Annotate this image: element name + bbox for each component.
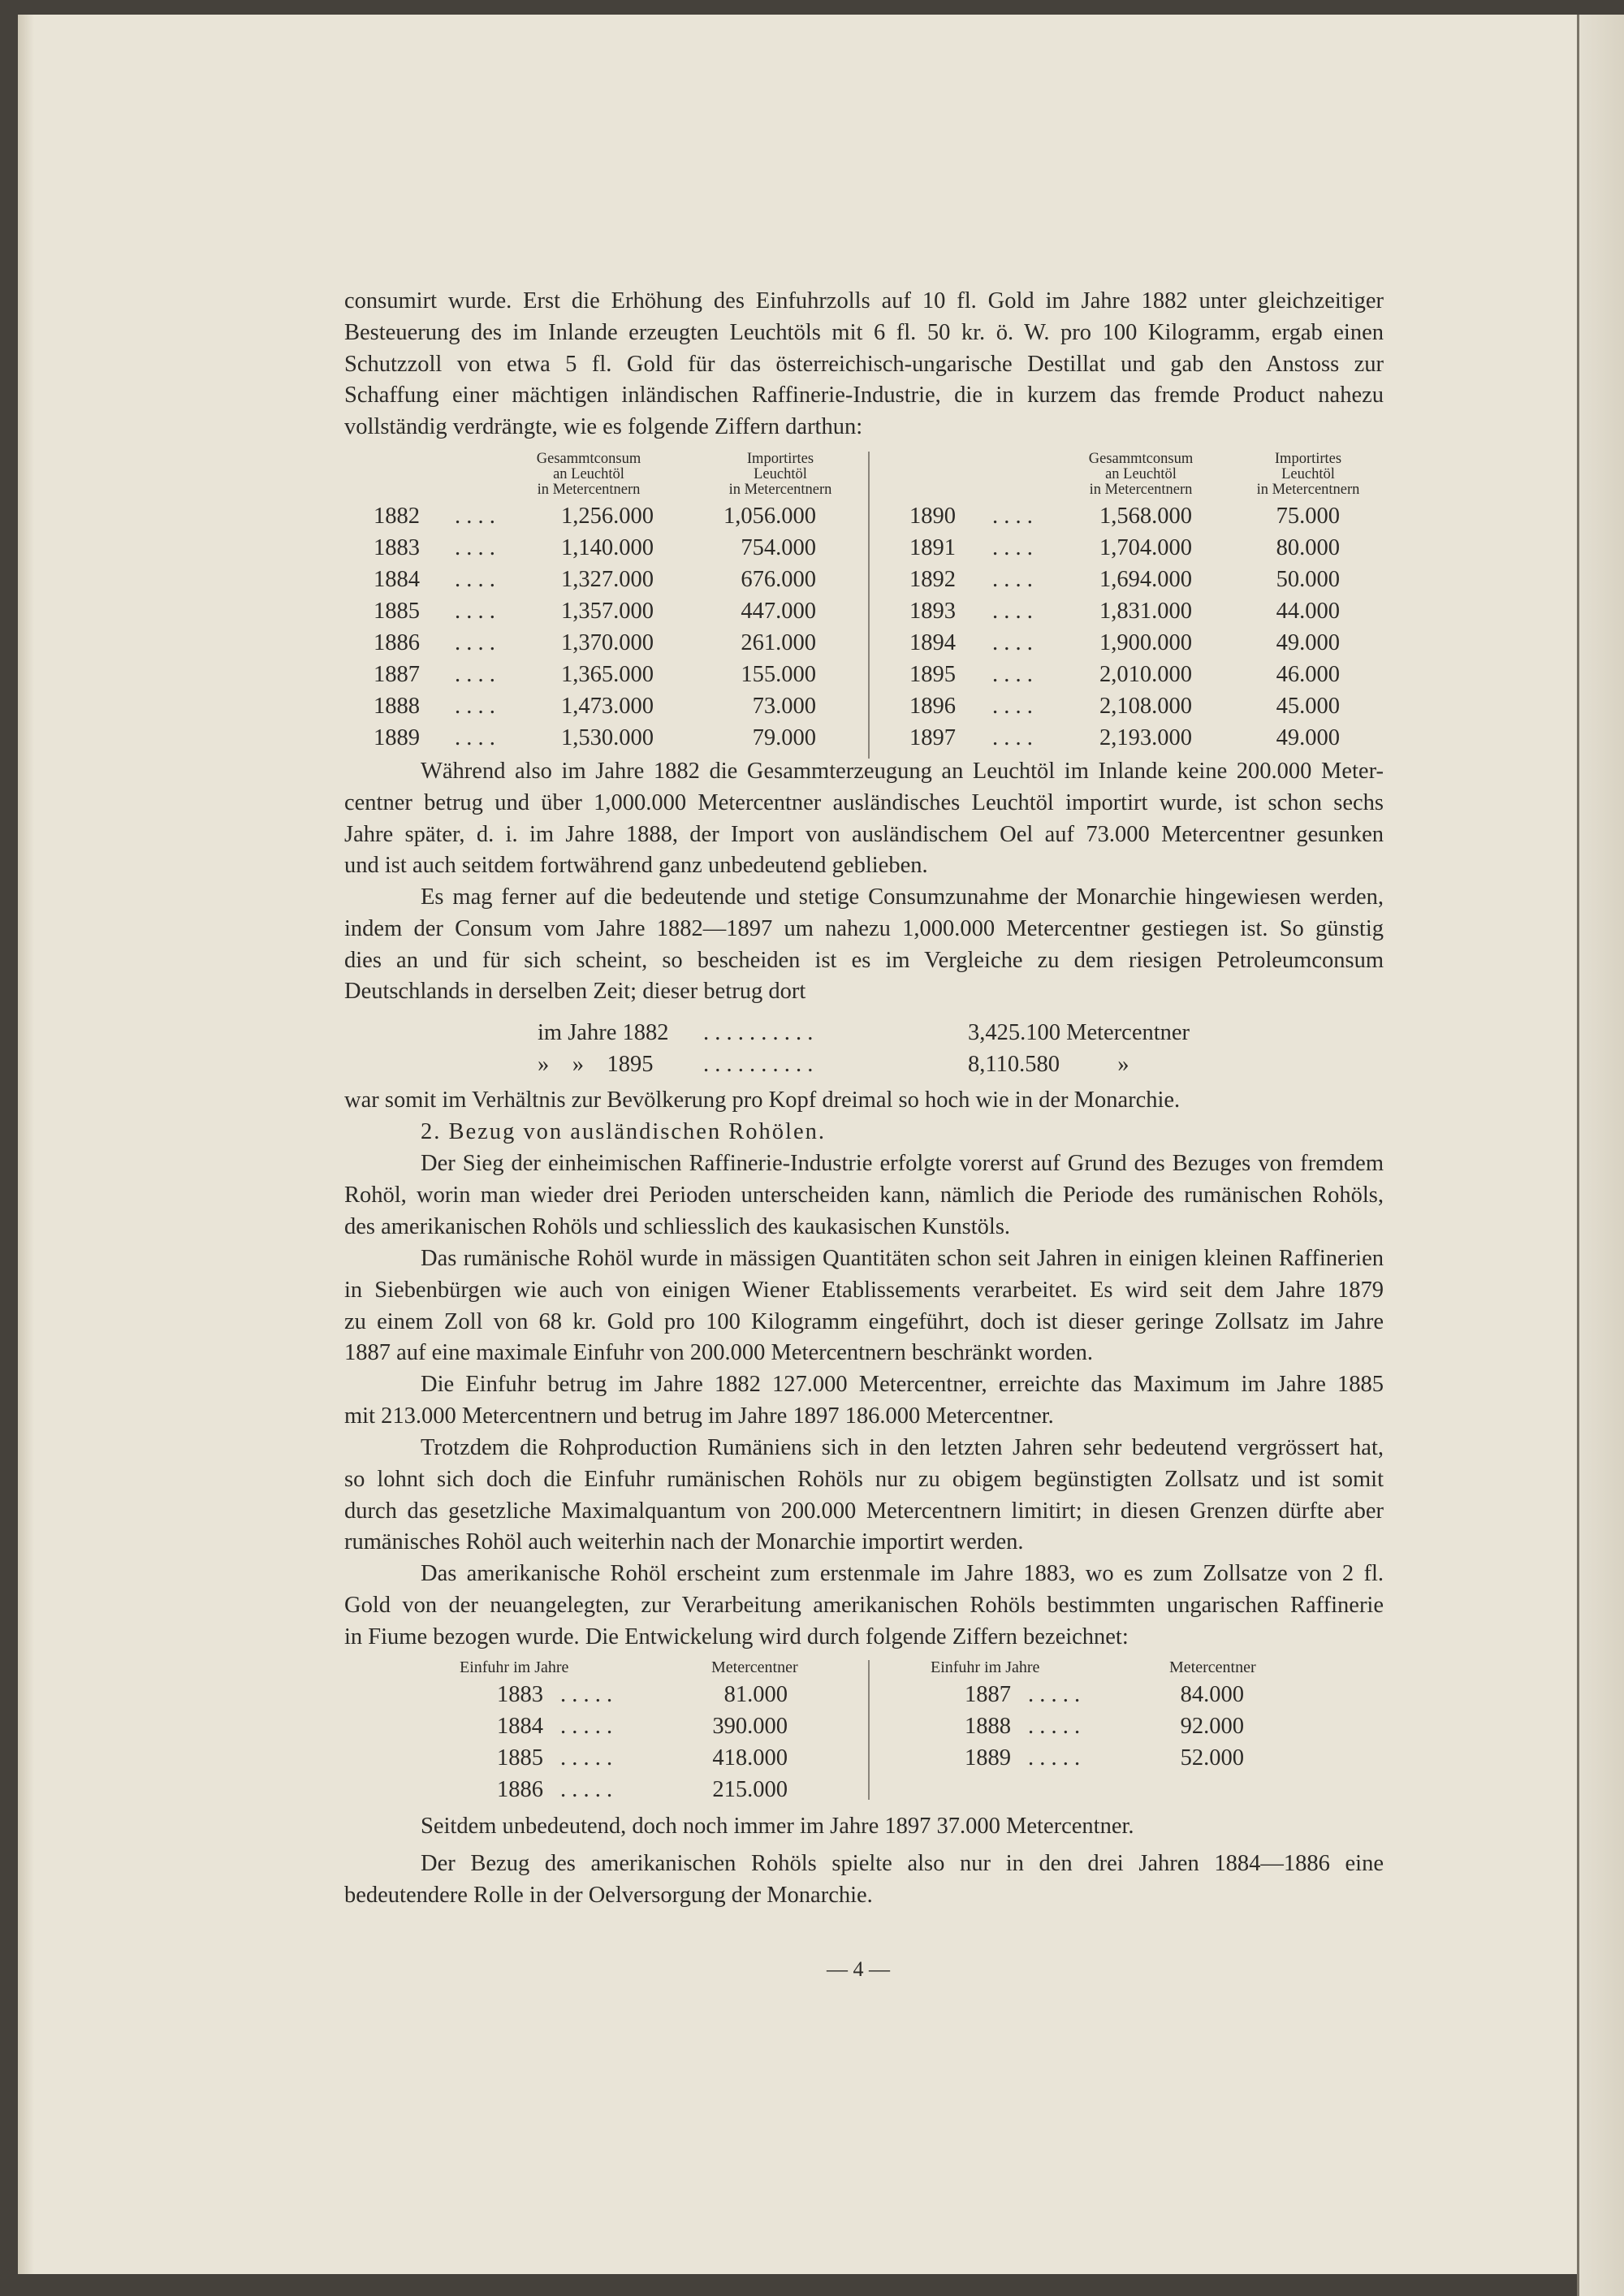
table-consumption-value: 2,193.000 xyxy=(1099,725,1192,750)
text-line: consumirt wurde. Erst die Erhöhung des Einfuhrzolls auf 10 fl. Gold im Jahre 1882 unter gleichzeitiger xyxy=(344,288,1384,313)
text-line: indem der Consum vom Jahre 1882—1897 um nahezu 1,000.000 Metercentner gestiegen ist. So günstig xyxy=(344,915,1384,941)
leader-dots: . . . . xyxy=(992,504,1033,529)
text-line: Rohöl, worin man wieder drei Perioden unterscheiden kann, nämlich die Periode des rumänischen Rohöls, xyxy=(344,1182,1384,1208)
next-page-edge xyxy=(1577,15,1624,2296)
table-consumption-value: 1,900.000 xyxy=(1099,630,1192,655)
table-consumption-value: 1,530.000 xyxy=(561,725,654,750)
table-year: 1888 xyxy=(965,1714,1011,1739)
table-imported-value: 754.000 xyxy=(741,535,816,560)
text-line: Schaffung einer mächtigen inländischen Raffinerie-Industrie, die in kurzem das fremde Product nahezu xyxy=(344,383,1384,409)
table-imported-value: 44.000 xyxy=(1276,599,1340,624)
text-line: Jahre später, d. i. im Jahre 1888, der Import von ausländischem Oel auf 73.000 Metercentner gesunken xyxy=(344,821,1384,847)
leader-dots: . . . . . xyxy=(1028,1682,1081,1707)
table-imported-value: 46.000 xyxy=(1276,662,1340,687)
text-line: Trotzdem die Rohproduction Rumäniens sich in den letzten Jahren sehr bedeutend vergrössert hat, xyxy=(421,1435,1384,1460)
table-value: 84.000 xyxy=(1180,1682,1244,1707)
table-consumption-value: 1,473.000 xyxy=(561,694,654,719)
germany-value: 8,110.580 » xyxy=(968,1052,1129,1077)
page-binding-edge xyxy=(18,15,34,2274)
leader-dots: . . . . . xyxy=(1028,1745,1081,1771)
text-line: Schutzzoll von etwa 5 fl. Gold für das österreichisch-ungarische Destillat und gab den Anstoss zur xyxy=(344,351,1384,377)
leader-dots: . . . . . . . . . . xyxy=(703,1020,814,1045)
table-value: 81.000 xyxy=(723,1682,788,1707)
text-line: rumänisches Rohöl auch weiterhin nach der Monarchie importirt werden. xyxy=(344,1529,1024,1555)
column-header-year: Einfuhr im Jahre xyxy=(460,1658,569,1676)
table-consumption-value: 1,694.000 xyxy=(1099,567,1192,592)
table-imported-value: 75.000 xyxy=(1276,504,1340,529)
paragraph-amerikanisch xyxy=(344,1559,1384,1653)
text-line: mit 213.000 Metercentnern und betrug im Jahre 1897 186.000 Metercentner. xyxy=(344,1403,1054,1429)
table-imported-value: 261.000 xyxy=(741,630,816,655)
paragraph-sieg xyxy=(344,1148,1384,1243)
text-line: Die Einfuhr betrug im Jahre 1882 127.000 Metercentner, erreichte das Maximum im Jahre 1885 xyxy=(421,1372,1384,1397)
text-line: durch das gesetzliche Maximalquantum von 200.000 Metercentnern limitirt; in diesen Grenzen dürfte aber xyxy=(344,1498,1384,1524)
leader-dots: . . . . xyxy=(992,567,1033,592)
table-consumption-value: 2,010.000 xyxy=(1099,662,1192,687)
paragraph-waehrend xyxy=(344,756,1384,882)
table-consumption-value: 1,704.000 xyxy=(1099,535,1192,560)
table-year: 1884 xyxy=(497,1714,543,1739)
leader-dots: . . . . xyxy=(992,535,1033,560)
paragraph-rumaenisch xyxy=(344,1243,1384,1369)
table-year: 1890 xyxy=(909,504,956,529)
table-imported-value: 447.000 xyxy=(741,599,816,624)
text-line: in Fiume bezogen wurde. Die Entwickelung wird durch folgende Ziffern bezeichnet: xyxy=(344,1624,1129,1650)
table-imported-value: 45.000 xyxy=(1276,694,1340,719)
text-line: Besteuerung des im Inlande erzeugten Leuchtöls mit 6 fl. 50 kr. ö. W. pro 100 Kilogramm, ergab einen xyxy=(344,319,1384,345)
table-year: 1883 xyxy=(497,1682,543,1707)
text-line: des amerikanischen Rohöls und schliesslich des kaukasischen Kunstöls. xyxy=(344,1213,1011,1239)
paragraph-somit xyxy=(344,1085,1384,1117)
text-line: Seitdem unbedeutend, doch noch immer im Jahre 1897 37.000 Metercentner. xyxy=(421,1814,1134,1839)
table-year: 1891 xyxy=(909,535,956,560)
column-header-year: Einfuhr im Jahre xyxy=(931,1658,1040,1676)
table-year: 1888 xyxy=(374,694,420,719)
paragraph-intro xyxy=(344,286,1384,443)
leader-dots: . . . . xyxy=(992,599,1033,624)
table-year: 1882 xyxy=(374,504,420,529)
paragraph-schluss xyxy=(344,1848,1384,1912)
leader-dots: . . . . xyxy=(455,599,495,624)
table-imported-value: 79.000 xyxy=(752,725,816,750)
leader-dots: . . . . . . . . . . xyxy=(703,1052,814,1077)
leader-dots: . . . . xyxy=(455,662,495,687)
table-year: 1886 xyxy=(497,1777,543,1802)
text-line: 1887 auf eine maximale Einfuhr von 200.000 Metercentnern beschränkt worden. xyxy=(344,1340,1093,1366)
leader-dots: . . . . . xyxy=(560,1777,613,1802)
paragraph-consumzunahme xyxy=(344,882,1384,1008)
text-line: und ist auch seitdem fortwährend ganz unbedeutend geblieben. xyxy=(344,853,928,879)
leader-dots: . . . . xyxy=(992,694,1033,719)
table-year: 1883 xyxy=(374,535,420,560)
leader-dots: . . . . xyxy=(455,725,495,750)
table-imported-value: 155.000 xyxy=(741,662,816,687)
table-consumption-value: 1,327.000 xyxy=(561,567,654,592)
table-year: 1889 xyxy=(965,1745,1011,1771)
table-year: 1893 xyxy=(909,599,956,624)
table-year: 1897 xyxy=(909,725,956,750)
section-title: 2. Bezug von ausländischen Rohölen. xyxy=(421,1119,827,1144)
table-consumption-value: 1,568.000 xyxy=(1099,504,1192,529)
text-line: Das rumänische Rohöl wurde in mässigen Quantitäten schon seit Jahren in einigen kleinen Raffinerien xyxy=(421,1246,1384,1271)
leader-dots: . . . . xyxy=(992,725,1033,750)
table-consumption-value: 1,256.000 xyxy=(561,504,654,529)
table-consumption-value: 1,831.000 xyxy=(1099,599,1192,624)
leader-dots: . . . . xyxy=(455,630,495,655)
table-value: 390.000 xyxy=(712,1714,788,1739)
table-value: 52.000 xyxy=(1180,1745,1244,1771)
leader-dots: . . . . . xyxy=(560,1682,613,1707)
text-line: Das amerikanische Rohöl erscheint zum erstenmale im Jahre 1883, wo es zum Zollsatze von 2 fl. xyxy=(421,1561,1384,1586)
text-line: centner betrug und über 1,000.000 Metercentner ausländisches Leuchtöl importirt wurde, ist schon sechs xyxy=(344,789,1384,815)
text-line: Der Bezug des amerikanischen Rohöls spielte also nur in den drei Jahren 1884—1886 eine xyxy=(421,1851,1384,1876)
table-imported-value: 80.000 xyxy=(1276,535,1340,560)
table-value: 92.000 xyxy=(1180,1714,1244,1739)
table-year: 1885 xyxy=(497,1745,543,1771)
table-imported-value: 49.000 xyxy=(1276,725,1340,750)
table-year: 1885 xyxy=(374,599,420,624)
table-imported-value: 1,056.000 xyxy=(723,504,816,529)
column-header-value: Metercentner xyxy=(711,1658,798,1676)
text-line: vollständig verdrängte, wie es folgende Ziffern darthun: xyxy=(344,414,863,440)
table-imported-value: 50.000 xyxy=(1276,567,1340,592)
text-line: dies an und für sich scheint, so bescheiden ist es im Vergleiche zu dem riesigen Petroleumconsum xyxy=(344,947,1384,973)
table-consumption-value: 1,370.000 xyxy=(561,630,654,655)
table-consumption-value: 1,365.000 xyxy=(561,662,654,687)
column-header-imported: Importirtes Leuchtöl in Metercentnern xyxy=(1256,451,1360,498)
table-consumption-value: 2,108.000 xyxy=(1099,694,1192,719)
table-year: 1886 xyxy=(374,630,420,655)
table-year: 1884 xyxy=(374,567,420,592)
text-line: bedeutendere Rolle in der Oelversorgung der Monarchie. xyxy=(344,1882,873,1908)
leader-dots: . . . . xyxy=(992,630,1033,655)
column-header-consumption: Gesammtconsum an Leuchtöl in Metercentnern xyxy=(1088,451,1194,498)
text-line: Es mag ferner auf die bedeutende und stetige Consumzunahme der Monarchie hingewiesen werden, xyxy=(421,884,1384,910)
table-year: 1892 xyxy=(909,567,956,592)
leader-dots: . . . . . xyxy=(560,1745,613,1771)
text-line: zu einem Zoll von 68 kr. Gold pro 100 Kilogramm eingeführt, doch ist dieser geringe Zollsatz im Jahre xyxy=(344,1308,1384,1334)
table-year: 1896 xyxy=(909,694,956,719)
text-line: Der Sieg der einheimischen Raffinerie-Industrie erfolgte vorerst auf Grund des Bezuges von fremdem xyxy=(421,1151,1384,1176)
table-value: 418.000 xyxy=(712,1745,788,1771)
paragraph-trotzdem xyxy=(344,1433,1384,1559)
column-header-imported: Importirtes Leuchtöl in Metercentnern xyxy=(728,451,832,498)
text-line: in Siebenbürgen wie auch von einigen Wiener Etablissements verarbeitet. Es wird seit dem Jahre 1879 xyxy=(344,1277,1384,1303)
page-number: — 4 — xyxy=(827,1957,890,1981)
germany-value: 3,425.100 Metercentner xyxy=(968,1020,1190,1045)
leader-dots: . . . . xyxy=(455,694,495,719)
section-heading xyxy=(344,1117,1384,1148)
column-header-consumption: Gesammtconsum an Leuchtöl in Metercentnern xyxy=(536,451,641,498)
germany-year-label: im Jahre 1882 xyxy=(538,1020,669,1045)
text-line: Während also im Jahre 1882 die Gesammterzeugung an Leuchtöl im Inlande keine 200.000 Meter- xyxy=(421,759,1384,784)
leader-dots: . . . . xyxy=(455,567,495,592)
table-year: 1887 xyxy=(374,662,420,687)
table-value: 215.000 xyxy=(712,1777,788,1802)
paragraph-seitdem xyxy=(344,1811,1384,1843)
table-year: 1894 xyxy=(909,630,956,655)
table-imported-value: 49.000 xyxy=(1276,630,1340,655)
leader-dots: . . . . xyxy=(992,662,1033,687)
table-year: 1895 xyxy=(909,662,956,687)
paragraph-einfuhr xyxy=(344,1369,1384,1433)
column-divider xyxy=(868,452,870,759)
table-imported-value: 676.000 xyxy=(741,567,816,592)
table-consumption-value: 1,140.000 xyxy=(561,535,654,560)
column-header-value: Metercentner xyxy=(1169,1658,1256,1676)
column-divider xyxy=(868,1660,870,1800)
leader-dots: . . . . . xyxy=(560,1714,613,1739)
text-line: Deutschlands in derselben Zeit; dieser betrug dort xyxy=(344,979,806,1005)
table-imported-value: 73.000 xyxy=(752,694,816,719)
text-line: Gold von der neuangelegten, zur Verarbeitung amerikanischen Rohöls bestimmten ungarischen Raffinerie xyxy=(344,1592,1384,1618)
text-line: war somit im Verhältnis zur Bevölkerung pro Kopf dreimal so hoch wie in der Monarchie. xyxy=(344,1087,1181,1113)
leader-dots: . . . . xyxy=(455,504,495,529)
germany-year-label: » » 1895 xyxy=(538,1052,654,1077)
table-year: 1887 xyxy=(965,1682,1011,1707)
leader-dots: . . . . xyxy=(455,535,495,560)
table-year: 1889 xyxy=(374,725,420,750)
leader-dots: . . . . . xyxy=(1028,1714,1081,1739)
text-line: so lohnt sich doch die Einfuhr rumänischen Rohöls nur zu obigem begünstigten Zollsatz und ist somit xyxy=(344,1466,1384,1492)
table-consumption-value: 1,357.000 xyxy=(561,599,654,624)
